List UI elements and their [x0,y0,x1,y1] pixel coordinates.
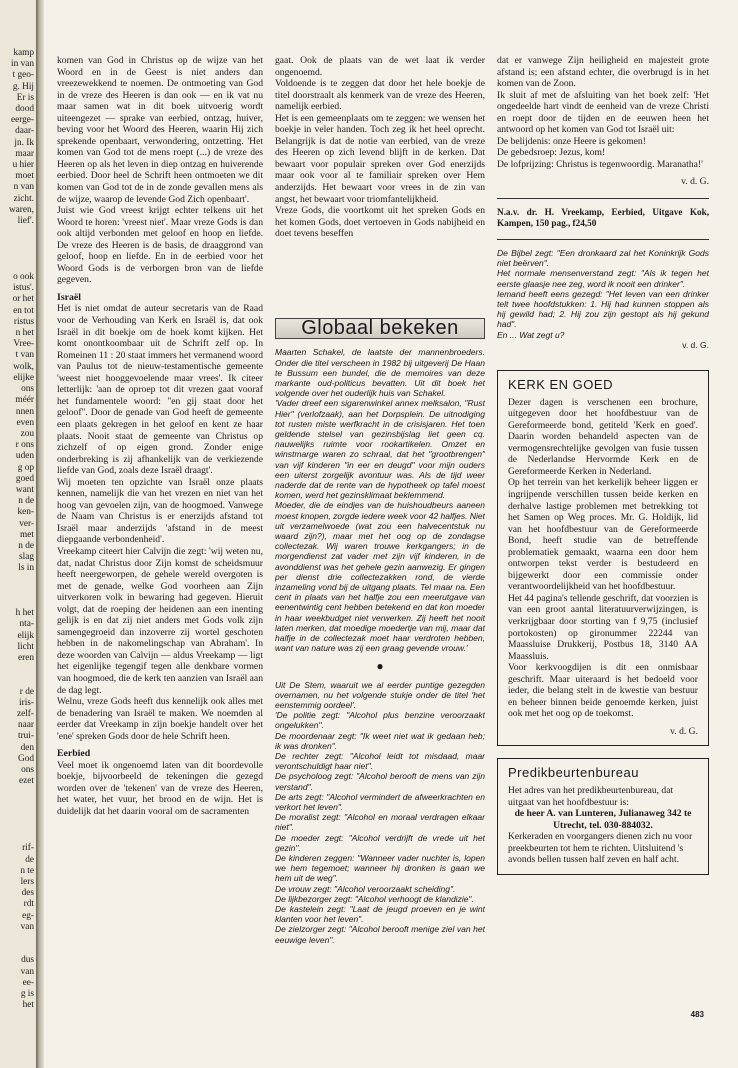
quote-line: De rechter zegt: "Alcohol leidt tot misdaad, maar verontschuldigt haar niet". [275,751,485,772]
quote-line: De vrouw zegt: "Alcohol veroorzaakt scheiding". [275,883,456,894]
paragraph: Voldoende is te zeggen dat door het hele boekje de titel doorstraalt als kenmerk van de vreze des Heeren, namelijk eerbied. [275,78,485,113]
globaal-bekeken-article [275,347,485,945]
quote-line: Het normale mensenverstand zegt: "Als ik tegen het eerste glaasje nee zeg, word ik nooit een drinker". [497,268,709,289]
paragraph: Vreze Gods, die voortkomt uit het spreken Gods en het komen Gods, doet vertoeven in Gods nabijheid en doet tevens beseffen [275,205,485,240]
quote-line: De lijkbezorger zegt: "Alcohol verhoogt de klandizie". [275,893,474,904]
paragraph: Welnu, vreze Gods heeft dus kennelijk ook alles met de benadering van Israël te maken. We noemden al eerder dat Vreekamp in zijn boekje handelt over het 'ene' spreken Gods door de hele Schrift heen. [57,696,263,742]
paragraph: Vreekamp citeert hier Calvijn die zegt: 'wij weten nu, dat, nadat Christus door Zijn komst de scheidsmuur heeft neergeworpen, de gehele wereld overgoten is met de genade, welke God voorheen aan Zijn uitverkoren volk in bewaring had gegeven. Hieruit volgt, dat de roeping der heidenen aan een inenting gelijk is en dat zij niet anders met Gods volk zijn samengegroeid dan inzoverre zij wortel geschoten hebben in de nakomelingschap van Abraham'. In deze woorden van Calvijn — aldus Vreekamp — ligt het eigenlijke tegengif tegen alle denkbare vormen van hoogmoed, die de kerk ten aanzien van Israël aan de dag legt. [57,545,263,696]
section-heading-israel: Israël [57,291,81,303]
book-reference: N.a.v. dr. H. Vreekamp, Eerbied, Uitgave Kok, Kampen, 150 pag., f24,50 [497,207,709,229]
quote-line: De kinderen zeggen: "Wanneer vader nuchter is, lopen we hem tegemoet; wanneer hij dronken is gaan we hem uit de weg". [275,853,485,884]
predikbeurtenbureau-box [497,758,709,874]
paragraph: Maarten Schakel, de laatste der mannenbroeders. Onder die titel verscheen in 1982 bij uitgeverij De Haan te Bussum een bundel, die de memoires van deze markante oud-politicus bevatten. Uit dit boek het volgende over het ouderlijk huis van Schakel. [275,347,485,399]
paragraph: Veel moet ik ongenoemd laten van dit boordevolle boekje, bijvoorbeeld de tekeningen die gezegd worden over de 'tekenen' van de vreze des Heeren, het water, het vuur, het brood en de wijn. Het is duidelijk dat het daarin vooral om de sacramenten [57,759,263,817]
paragraph: Voor kerkvoogdijen is dit een onmisbaar geschrift. Maar uiteraard is het bedoeld voor ieder, die belang stelt in de kwestie van bestuur en beheer binnen beide genoemde kerken, juist ook met het oog op de toekomst. [508,662,698,720]
bijbel-zegt-article [497,248,709,350]
author-signature: v. d. G. [670,725,698,737]
box-title: KERK EN GOED [508,377,613,393]
page-number: 483 [690,1010,704,1019]
author-signature: v. d. G. [681,176,709,188]
kerk-en-goed-box [497,370,709,746]
box-title: Predikbeurtenbureau [508,765,639,781]
quote-line: De moordenaar zegt: "Ik weet niet wat ik gedaan heb; ik was dronken". [275,730,485,751]
globaal-bekeken-heading: Globaal bekeken [275,318,485,340]
column-2 [275,55,485,1055]
quote-line: Iemand heeft eens gezegd: "Het leven van een drinker telt twee hoofdstukken: 1. Hij had kunnen stoppen als hij gewild had; 2. Hij zou zijn gestopt als hij gekund had". [497,288,709,330]
paragraph: De belijdenis: onze Heere is gekomen! [497,135,646,147]
paragraph: 'Vader dreef een sigarenwinkel annex melksalon, "Rust Hier" (verlofzaak), aan het Dorpsplein. De uitnodiging tot rusten miste werfkracht in de crisisjaren. Het toen geldende stelsel van gezinsbijslag liet geen cq. nauwelijks ruimte voor rookartikelen. Omzet en winstmarge waren zo schraal, dat het "grootbrengen" van vijf kinderen "in eer en deugd" voor mijn ouders een uiterst zorgelijk avontuur was. Als de tijd weer naderde dat de rente van de hypotheek op tafel moest komen, werd het gezinsklimaat beklemmend. [275,398,485,501]
paragraph: Het is niet omdat de auteur secretaris van de Raad voor de Verhouding van Kerk en Israël is, dat ook Israël in dit boekje om de hoek komt kijken. Het komt onontkoombaar uit de Schrift zelf op. In Romeinen 11 : 20 staat immers het vermanend woord van Paulus tot de nieuw-testamentische gemeente 'weest niet hooggevoelende maar vrees'. Ik citeer letterlijk: 'aan de oproep tot dit vrezen gaat vooraf het fundamentele woord: "en gij staat door het geloof". Door de genade van God heeft de gemeente een plaats gekregen in het geloof en kent ze haar plaats. Nooit staat de gemeente van Christus op zichzelf of op eigen grond. Zonder enige onderbreking is zij afhankelijk van de verkiezende liefde van God, zoals deze Israël draagt'. [57,303,263,477]
author-signature: v. d. G. [682,339,709,350]
divider [497,239,709,240]
paragraph: Juist wie God vreest krijgt echter telkens uit het Woord te horen: 'vreest niet'. Maar vreze Gods is dan ook altijd verbonden met geloof en hoop en liefde. De vreze des Heeren is de basis, de draaggrond van geloof, hoop en liefde. En in de eerbied voor het Woord Gods is de verborgen bron van de liefde gegeven. [57,205,263,286]
column-3 [497,55,709,1055]
quote-line: De zielzorger zegt: "Alcohol berooft menige ziel van het eeuwige leven". [275,924,485,945]
paragraph: gaat. Ook de plaats van de wet laat ik verder ongenoemd. [275,55,485,78]
bullet-separator: ● [376,659,384,674]
paragraph: komen van God in Christus op de wijze van het Woord en in de Geest is niet anders dan vreezewekkend te noemen. De ontmoeting van God in de vreze des Heeren is dan ook — en ik vat nu maar samen wat in dit boek uitvoerig wordt uiteengezet — sprake van eerbied, ontzag, huiver, beving voor het Woord des Heeren, waarin Hij zich sprekende openbaart, verwondering, ontzetting. 'Het komen van God tot de mens roept (...) de vreze des Heeren op als het leven in diep ontzag en huiverende eerbied. Door heel de Schrift heen ontmoeten we dit komen van God tot de in de zonde gevallen mens als de wijze, waarop de levende God Zich openbaart'. [57,55,263,205]
bureau-address: de heer A. van Lunteren, Julianaweg 342 te Utrecht, tel. 030-884032. [514,808,692,831]
gutter-text-fragments: kamp in van t geo- g. Hij Er is dood eerge- daar- jn. Ik maar u hier moet n van zicht. waren, lief'. o ook istus'. or het en tot ristus n het Vree- t van wolk, elijke ons méér nnen even zou r ons uden g op goed want n de ken- ver- met n de slag ls in h het nta- elijk licht eren r de iris- zelf- naar trui- den God ons ezet rif- de n te lers des rdt eg- van dus van ee- g is het [8,48,34,1011]
paragraph: Het adres van het predikbeurtenbureau, dat uitgaat van het hoofdbestuur is: [508,785,674,808]
paragraph: Wij moeten ten opzichte van Israël onze plaats kennen, namelijk die van het vrezen en niet van het hoog van gevoelen zijn, van de hoogmoed. Vanwege de Naam van Christus is er enerzijds afstand tot Israël maar anderzijds 'afstand in de meest diepgaande verbondenheid'. [57,476,263,546]
quote-line: De psycholoog zegt: "Alcohol berooft de mens van zijn verstand". [275,771,485,792]
paragraph: Op het terrein van het kerkelijk beheer liggen er ingrijpende verschillen tussen beide kerken en derhalve lastige problemen met betrekking tot het Samen op Weg proces. Mr. G. Holdijk, lid van het hoofdbestuur van de Gereformeerde Bond, heeft studie van de betreffende problematiek gemaakt, waarna een door hem ontworpen tekst verder is bestudeerd en bijgewerkt door een commissie onder verantwoordelijkheid van het hoofdbestuur. [508,477,698,593]
paragraph: dat er vanwege Zijn heiligheid en majesteit grote afstand is; een afstand echter, die overbrugd is in het komen van de Zoon. [497,55,709,90]
previous-page-gutter [0,0,36,1068]
quote-line: De moeder zegt: "Alcohol verdrijft de vrede uit het gezin". [275,832,485,853]
paragraph: Moeder, die de eindjes van de huishoudbeurs aaneen moest knopen, zorgde iedere week voor 42 halfjes. Niet uit verzamelwoede (wat zou een halvecentstuk nu waard zijn?), maar met het oog op de zondagse collectezak. Wij waren trouwe kerkgangers; in de morgendienst zat vader met zijn vijf kinderen, in de avonddienst was het gehele gezin aanwezig. Er gingen per dienst drie collectezakken rond, de vierde inzameling vond bij de uitgang plaats. Tel maar na. Een cent in plaats van het halfje zou een meerutgave van eenentwintig cent hebben betekend en dat kon moeder in haar weekbudget niet verwerken. Zij heeft het nooit laten merken, dat moedige moedertje van mij, maar dat halfje in de collectezak moet haar verdroten hebben, want van nature was zij een graag gevende vrouw.' [275,500,485,654]
quote-line: De moralist zegt: "Alcohol en moraal verdragen elkaar niet". [275,812,485,833]
divider [497,198,709,199]
quote-line: De arts zegt: "Alcohol vermindert de afweerkrachten en verkort het leven". [275,791,485,813]
paragraph: Het is een gemeenplaats om te zeggen: we wensen het boekje in veler handen. Toch zeg ik het heel oprecht. Belangrijk is dat de notie van eerbied, van de vreze des Heeren op zich levend blijft in de kerken. Dat bewaart voor populair spreken over God enerzijds maar ook voor al te familiair spreken over Hem anderzijds. Het bewaart voor vrees in de zin van angst, het bewaart voor triomfantelijkheid. [275,112,485,205]
paragraph: Ik sluit af met de afsluiting van het boek zelf: 'Het ongedeelde hart vindt de eenheid van de vreze Christi en roept door de tijden en de eeuwen heen het antwoord op het komen van God tot Israël uit: [497,89,709,136]
page-fold-shadow [36,0,44,1068]
paragraph: Kerkeraden en voorgangers dienen zich nu voor preekbeurten tot hem te richten. Uitsluitend 's avonds bellen tussen half zeven en half acht. [508,831,693,866]
column-1 [57,55,263,1055]
paragraph: Dezer dagen is verschenen een brochure, uitgegeven door het hoofdbestuur van de Gereformeerde bond, getiteld 'Kerk en goed'. Daarin worden behandeld aspecten van de vermogensrechtelijke gevolgen van fusie tussen de Nederlandse Hervormde Kerk en de Gereformeerde Kerken in Nederland. [508,396,698,477]
paragraph: De gebedsroep: Jezus, kom! [497,147,606,159]
quote-line: De Bijbel zegt: "Een dronkaard zal het Koninkrijk Gods niet beërven". [497,248,709,269]
quote-line: De kastelein zegt: "Laat de jeugd proeven en je wint klanten voor het leven". [275,904,485,925]
paragraph: Uit De Stem, waaruit we al eerder puntige gezegden overnamen, nu het volgende stukje onder de titel 'het eenstemmig oordeel'. [275,679,485,710]
paragraph: Het 44 pagina's tellende geschrift, dat voorzien is van een groot aantal literatuurverwijzingen, is verkrijgbaar door storting van f 9,75 (inclusief portokosten) op gironummer 22244 van Maassluise Drukkerij, Postbus 18, 3140 AA Maassluis. [508,592,698,662]
quote-line: En ... Wat zegt u? [497,329,565,340]
paragraph: De lofprijzing: Christus is tegenwoordig. Maranatha!' [497,158,703,170]
quote-line: 'De politie zegt: "Alcohol plus benzine veroorzaakt ongelukken". [275,710,485,731]
section-heading-eerbied: Eerbied [57,748,91,760]
